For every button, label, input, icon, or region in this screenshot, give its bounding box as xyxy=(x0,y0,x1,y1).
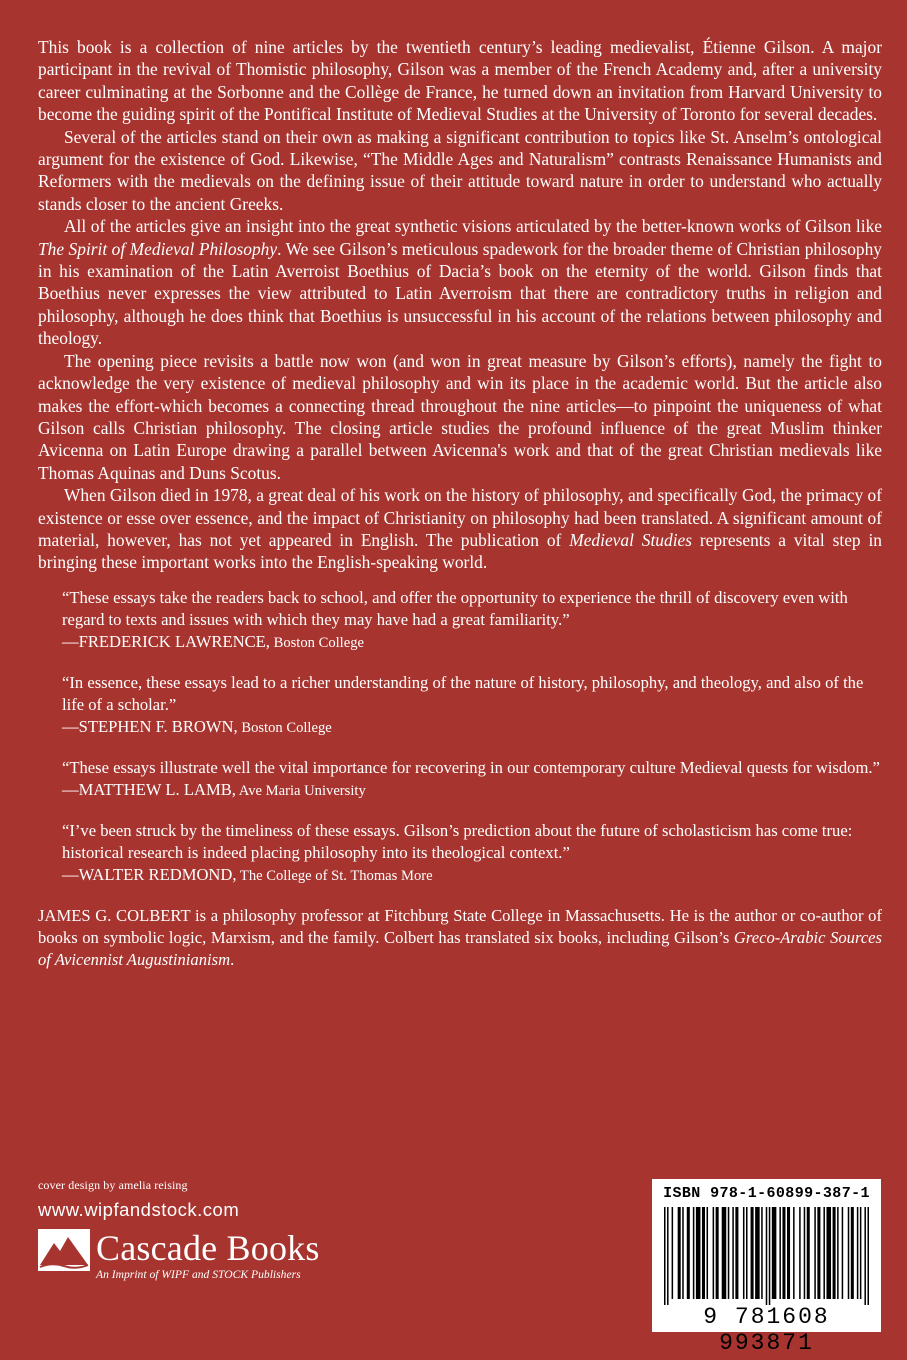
barcode-bar xyxy=(672,1207,674,1299)
barcode-bar xyxy=(728,1207,730,1299)
barcode-bar xyxy=(782,1207,785,1299)
author-bio xyxy=(38,905,882,971)
endorsement xyxy=(62,672,882,739)
text-run: represents a vital step in bringing these important works into the English-speaking world. xyxy=(38,529,882,573)
endorsement-attribution xyxy=(62,779,882,802)
barcode-bar xyxy=(664,1207,666,1305)
text-run: . xyxy=(230,949,235,969)
endorsement xyxy=(62,757,882,802)
endorsements xyxy=(38,587,882,887)
barcode-bar xyxy=(857,1207,859,1299)
endorsement xyxy=(62,587,882,654)
publisher-name: Cascade Books xyxy=(96,1228,320,1268)
barcode-bar xyxy=(755,1207,760,1299)
back-cover-text xyxy=(38,36,882,971)
text-run: All of the articles give an insight into the great synthetic visions articulated by the better-known works of Gilson like xyxy=(64,216,882,237)
endorser-name: —MATTHEW L. LAMB, xyxy=(62,779,236,799)
barcode-bar xyxy=(851,1207,854,1299)
barcode-bar xyxy=(722,1207,727,1299)
barcode-number: 9 781608 993871 xyxy=(703,1304,830,1356)
description-paragraph xyxy=(38,36,882,126)
endorser-affiliation: Ave Maria University xyxy=(235,782,366,799)
barcode-bar xyxy=(687,1207,690,1299)
endorser-name: —STEPHEN F. BROWN, xyxy=(62,716,238,736)
barcode-bar xyxy=(682,1207,684,1299)
barcode-bar xyxy=(804,1207,806,1299)
barcode-bar xyxy=(766,1207,768,1305)
endorsement-text: “These essays take the readers back to school, and offer the opportunity to experience the thrill of discovery even with regard to texts and issues with which they may have had a great familiarity.” xyxy=(62,587,848,629)
endorsement-attribution xyxy=(62,631,882,654)
barcode-bar xyxy=(867,1207,869,1305)
italic-title: Medieval Studies xyxy=(569,529,693,550)
isbn-label: ISBN 978-1-60899-387-1 xyxy=(663,1185,870,1202)
endorsement-attribution xyxy=(62,864,882,887)
barcode-bar xyxy=(814,1207,816,1299)
barcode-bar xyxy=(751,1207,754,1299)
endorser-affiliation: Boston College xyxy=(269,634,364,651)
description-paragraph xyxy=(38,215,882,349)
description-paragraph xyxy=(38,126,882,216)
barcode-bar xyxy=(864,1207,866,1305)
barcode-bar xyxy=(793,1207,795,1299)
barcode-bar xyxy=(761,1207,763,1299)
barcode-bar xyxy=(769,1207,771,1305)
isbn-barcode xyxy=(652,1179,881,1356)
endorsement xyxy=(62,820,882,887)
barcode-bar xyxy=(772,1207,777,1299)
endorsement-text: “These essays illustrate well the vital importance for recovering in our contemporary culture Medieval quests for wisdom.” xyxy=(62,757,880,777)
publisher-imprint: An Imprint of WIPF and STOCK Publishers xyxy=(96,1268,301,1281)
barcode-bar xyxy=(693,1207,695,1299)
publisher-footer xyxy=(38,1178,398,1281)
publisher-logo xyxy=(38,1229,398,1281)
endorsement-text: “In essence, these essays lead to a richer understanding of the nature of history, philosophy, and theology, and also of the life of a scholar.” xyxy=(62,672,864,714)
barcode-bar xyxy=(848,1207,850,1299)
description-paragraph xyxy=(38,350,882,484)
barcode-bars xyxy=(664,1207,869,1305)
barcode-bar xyxy=(707,1207,709,1299)
text-run: The opening piece revisits a battle now won (and won in great measure by Gilson’s efforts), namely the fight to acknowledge the very existence of medieval philosophy and win its place in the academic world. But the article also makes the effort-which becomes a connecting thread throughout the nine articles—to pinpoint the uniqueness of what Gilson calls Christian philosophy. The closing article studies the profound influence of the great Muslim thinker Avicenna on Latin Europe drawing a parallel between Avicenna's work and that of the great Christian medievals like Thomas Aquinas and Duns Scotus. xyxy=(38,350,882,483)
barcode-bar xyxy=(716,1207,719,1299)
mountain-logo-icon xyxy=(38,1229,90,1271)
barcode-bar xyxy=(837,1207,839,1299)
text-run: Several of the articles stand on their own as making a significant contribution to topics like St. Anselm’s ontological argument for the existence of God. Likewise, “The Middle Ages and Naturalism” contrasts Renaissance Humanists and Reformers with the medievals on the defining issue of their attitude toward nature in order to understand who actually stands closer to the ancient Greeks. xyxy=(38,126,882,214)
endorser-name: —FREDERICK LAWRENCE, xyxy=(62,631,270,651)
barcode-bar xyxy=(817,1207,820,1299)
text-run: When Gilson died in 1978, a great deal of his work on the history of philosophy, and specifically God, the primacy of existence or esse over essence, and the impact of Christianity on philosophy had been translated. A significant amount of material, however, has not yet appeared in English. The publication of xyxy=(38,485,882,550)
barcode-bar xyxy=(735,1207,738,1299)
barcode-bar xyxy=(667,1207,669,1305)
barcode-bar xyxy=(842,1207,844,1299)
barcode-bar xyxy=(779,1207,781,1299)
cover-credit: cover design by amelia reising xyxy=(38,1178,188,1192)
endorser-affiliation: Boston College xyxy=(237,719,332,736)
endorser-name: —WALTER REDMOND, xyxy=(62,864,237,884)
barcode-bar xyxy=(678,1207,681,1299)
barcode-bar xyxy=(807,1207,810,1299)
barcode-bar xyxy=(833,1207,836,1299)
barcode-bar xyxy=(746,1207,748,1299)
italic-title: Greco-Arabic Sources of Avicennist Augustinianism xyxy=(38,927,883,969)
barcode-bar xyxy=(732,1207,734,1299)
barcode-bar xyxy=(826,1207,831,1299)
website-link[interactable]: www.wipfandstock.com xyxy=(38,1199,240,1220)
text-run: JAMES G. COLBERT is a philosophy professor at Fitchburg State College in Massachusetts. He is the author or co-author of books on symbolic logic, Marxism, and the family. Colbert has translated six books, including Gilson’s xyxy=(38,905,882,947)
barcode-bar xyxy=(823,1207,825,1299)
barcode-bar xyxy=(799,1207,801,1299)
barcode-bar xyxy=(787,1207,790,1299)
barcode-bar xyxy=(702,1207,705,1299)
italic-title: The Spirit of Medieval Philosophy xyxy=(38,238,278,259)
endorsement-text: “I’ve been struck by the timeliness of these essays. Gilson’s prediction about the future of scholasticism has come true: historical research is indeed placing philosophy into its theological context.” xyxy=(62,820,853,862)
barcode-bar xyxy=(860,1207,862,1299)
description xyxy=(38,36,882,574)
endorsement-attribution xyxy=(62,716,882,739)
text-run: . We see Gilson’s meticulous spadework for the broader theme of Christian philosophy in his examination of the Latin Averroist Boethius of Dacia’s book on the eternity of the world. Gilson finds that Boethius never expresses the view attributed to Latin Averroism that there are contradictory truths in religion and philosophy, although he does think that Boethius is unsuccessful in his account of the relations between philosophy and theology. xyxy=(38,238,882,349)
description-paragraph xyxy=(38,484,882,574)
barcode-bar xyxy=(713,1207,715,1299)
endorser-affiliation: The College of St. Thomas More xyxy=(236,867,433,884)
barcode-bar xyxy=(743,1207,745,1299)
barcode-bar xyxy=(696,1207,701,1299)
text-run: This book is a collection of nine articles by the twentieth century’s leading medievalist, Étienne Gilson. A major participant in the revival of Thomistic philosophy, Gilson was a member of the French Academy and, after a university career culminating at the Sorbonne and the Collège de France, he turned down an invitation from Harvard University to become the guiding spirit of the Pontifical Institute of Medieval Studies at the University of Toronto for several decades. xyxy=(38,37,882,125)
